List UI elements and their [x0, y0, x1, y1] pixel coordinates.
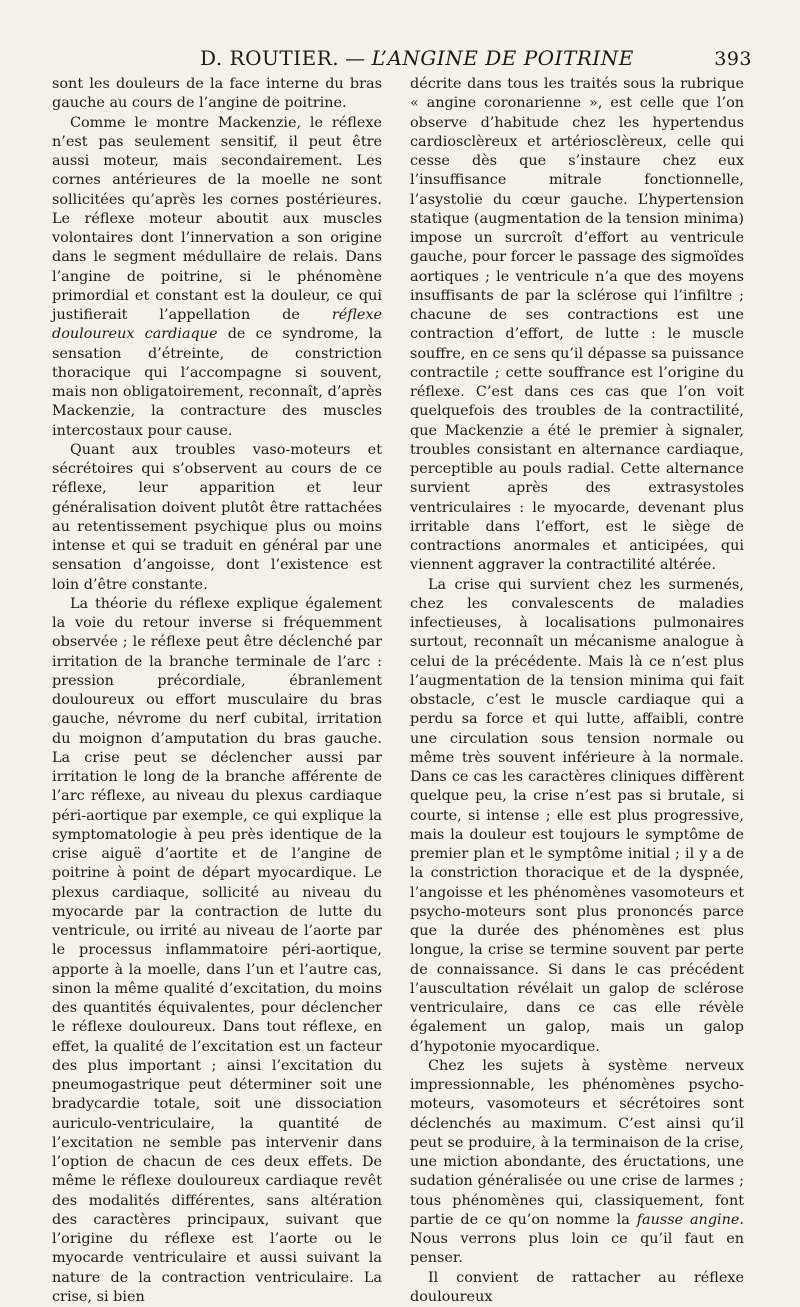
- paragraph: Quant aux troubles vaso-moteurs et sécrétoires qui s’observent au cours de ce réflexe, leur apparition et leur généralisation doivent plutôt être rattachées au retentissement psychique plus ou moins intense et qui se traduit en général par une sensation d’angoisse, dont l’existence est loin d’être constante.: [52, 441, 382, 595]
- paragraph-text: Nous verrons plus loin ce qu’il faut en penser.: [410, 1231, 744, 1266]
- running-header: [52, 42, 752, 72]
- header-subject: L’ANGINE DE POITRINE: [372, 46, 634, 70]
- running-title: [200, 46, 634, 70]
- paragraph: La crise qui survient chez les surmenés, chez les convalescents de maladies infectieuses, à localisations pulmonaires surtout, reconnaît un mécanisme analogue à celui de la précédente. Mais là ce n’est plus l’augmentation de la tension minima qui fait obstacle, c’est le muscle cardiaque qui a perdu sa force et qui lutte, affaibli, contre une circulation sous tension normale ou même très souvent inférieure à la normale. Dans ce cas les caractères cliniques diffèrent quelque peu, la crise n’est pas si brutale, si courte, si intense ; elle est plus progressive, mais la douleur est toujours le symptôme de premier plan et le symptôme initial ; il y a de la constriction thoracique et de la dyspnée, l’angoisse et les phénomènes vasomoteurs et psycho-moteurs sont plus prononcés parce que la durée des phénomènes est plus longue, la crise se termine souvent par perte de connaissance. Si dans le cas précédent l’auscultation révélait un galop de sclérose ventriculaire, dans ce cas elle révèle également un galop, mais un galop d’hypotonie myocardique.: [410, 576, 744, 1057]
- left-column: [52, 75, 382, 1307]
- header-separator: —: [345, 46, 366, 70]
- page-number: 393: [714, 48, 752, 70]
- paragraph: sont les douleurs de la face interne du bras gauche au cours de l’angine de poitrine.: [52, 75, 382, 114]
- right-column: [410, 75, 744, 1307]
- paragraph-text: de ce syndrome, la sensation d’étreinte, de constriction thoracique qui l’accompagne si souvent, mais non obligatoirement, reconnaît, d’après Mackenzie, la contracture des muscles intercostaux pour cause.: [52, 326, 382, 438]
- paragraph: décrite dans tous les traités sous la rubrique « angine coronarienne », est celle que l’on observe d’habitude chez les hypertendus cardiosclèreux et artériosclèreux, celle qui cesse dès que s’instaure chez eux l’insuffisance mitrale fonctionnelle, l’asystolie du cœur gauche. L’hypertension statique (augmentation de la tension minima) impose un surcroît d’effort au ventricule gauche, pour forcer le passage des sigmoïdes aortiques ; le ventricule n’a que des moyens insuffisants de par la sclérose qui l’infiltre ; chacune de ses contractions est une contraction d’effort, de lutte : le muscle souffre, en ce sens qu’il dépasse sa puissance contractile ; cette souffrance est l’origine du réflexe. C’est dans ces cas que l’on voit quelquefois des troubles de la contractilité, que Mackenzie a été le premier à signaler, troubles consistant en alternance cardiaque, perceptible au pouls radial. Cette alternance survient après des extrasystoles ventriculaires : le myocarde, devenant plus irritable dans l’effort, est le siège de contractions anormales et anticipées, qui viennent aggraver la contractilité altérée.: [410, 75, 744, 576]
- paragraph: La théorie du réflexe explique également la voie du retour inverse si fréquemment observée ; le réflexe peut être déclenché par irritation de la branche terminale de l’arc : pression précordiale, ébranlement douloureux ou effort musculaire du bras gauche, névrome du nerf cubital, irritation du moignon d’amputation du bras gauche. La crise peut se déclencher aussi par irritation le long de la branche afférente de l’arc réflexe, au niveau du plexus cardiaque péri-aortique par exemple, ce qui explique la symptomatologie à peu près identique de la crise aiguë d’aortite et de l’angine de poitrine à point de départ myocardique. Le plexus cardiaque, sollicité au niveau du myocarde par la contraction de lutte du ventricule, ou irrité au niveau de l’aorte par le processus inflammatoire péri-aortique, apporte à la moelle, dans l’un et l’autre cas, sinon la même qualité d’excitation, du moins des quantités équivalentes, pour déclencher le réflexe douloureux. Dans tout réflexe, en effet, la qualité de l’excitation est un facteur des plus important ; ainsi l’excitation du pneumogastrique peut déterminer soit une bradycardie totale, soit une dissociation auriculo-ventriculaire, la quantité de l’excitation ne semble pas intervenir dans l’option de chacun de ces deux effets. De même le réflexe douloureux cardiaque revêt des modalités différentes, sans altération des caractères principaux, suivant que l’origine du réflexe est l’aorte ou le myocarde ventriculaire et aussi suivant la nature de la contraction ventriculaire. La crise, si bien: [52, 595, 382, 1307]
- emphasis-text: fausse angine.: [637, 1212, 744, 1228]
- header-author: D. ROUTIER.: [200, 46, 339, 70]
- paragraph: Il convient de rattacher au réflexe douloureux: [410, 1269, 744, 1307]
- paragraph-text: Comme le montre Mackenzie, le réflexe n’est pas seulement sensitif, il peut être aussi moteur, mais secondairement. Les cornes antérieures de la moelle ne sont sollicitées qu’après les cornes postérieures. Le réflexe moteur aboutit aux muscles volontaires dont l’innervation a son origine dans le segment médullaire de relais. Dans l’angine de poitrine, si le phénomène primordial et constant est la douleur, ce qui justifierait l’appellation de: [52, 115, 382, 324]
- paragraph: [52, 114, 382, 441]
- emphasis-text: réflexe douloureux cardiaque: [52, 307, 382, 342]
- paragraph: [410, 1057, 744, 1269]
- paragraph-text: Chez les sujets à système nerveux impressionnable, les phénomènes psycho-moteurs, vasomoteurs et sécrétoires sont déclenchés au maximum. C’est ainsi qu’il peut se produire, à la terminaison de la crise, une miction abondante, des éructations, une sudation généralisée ou une crise de larmes ; tous phénomènes qui, classiquement, font partie de ce qu’on nomme la: [410, 1058, 744, 1228]
